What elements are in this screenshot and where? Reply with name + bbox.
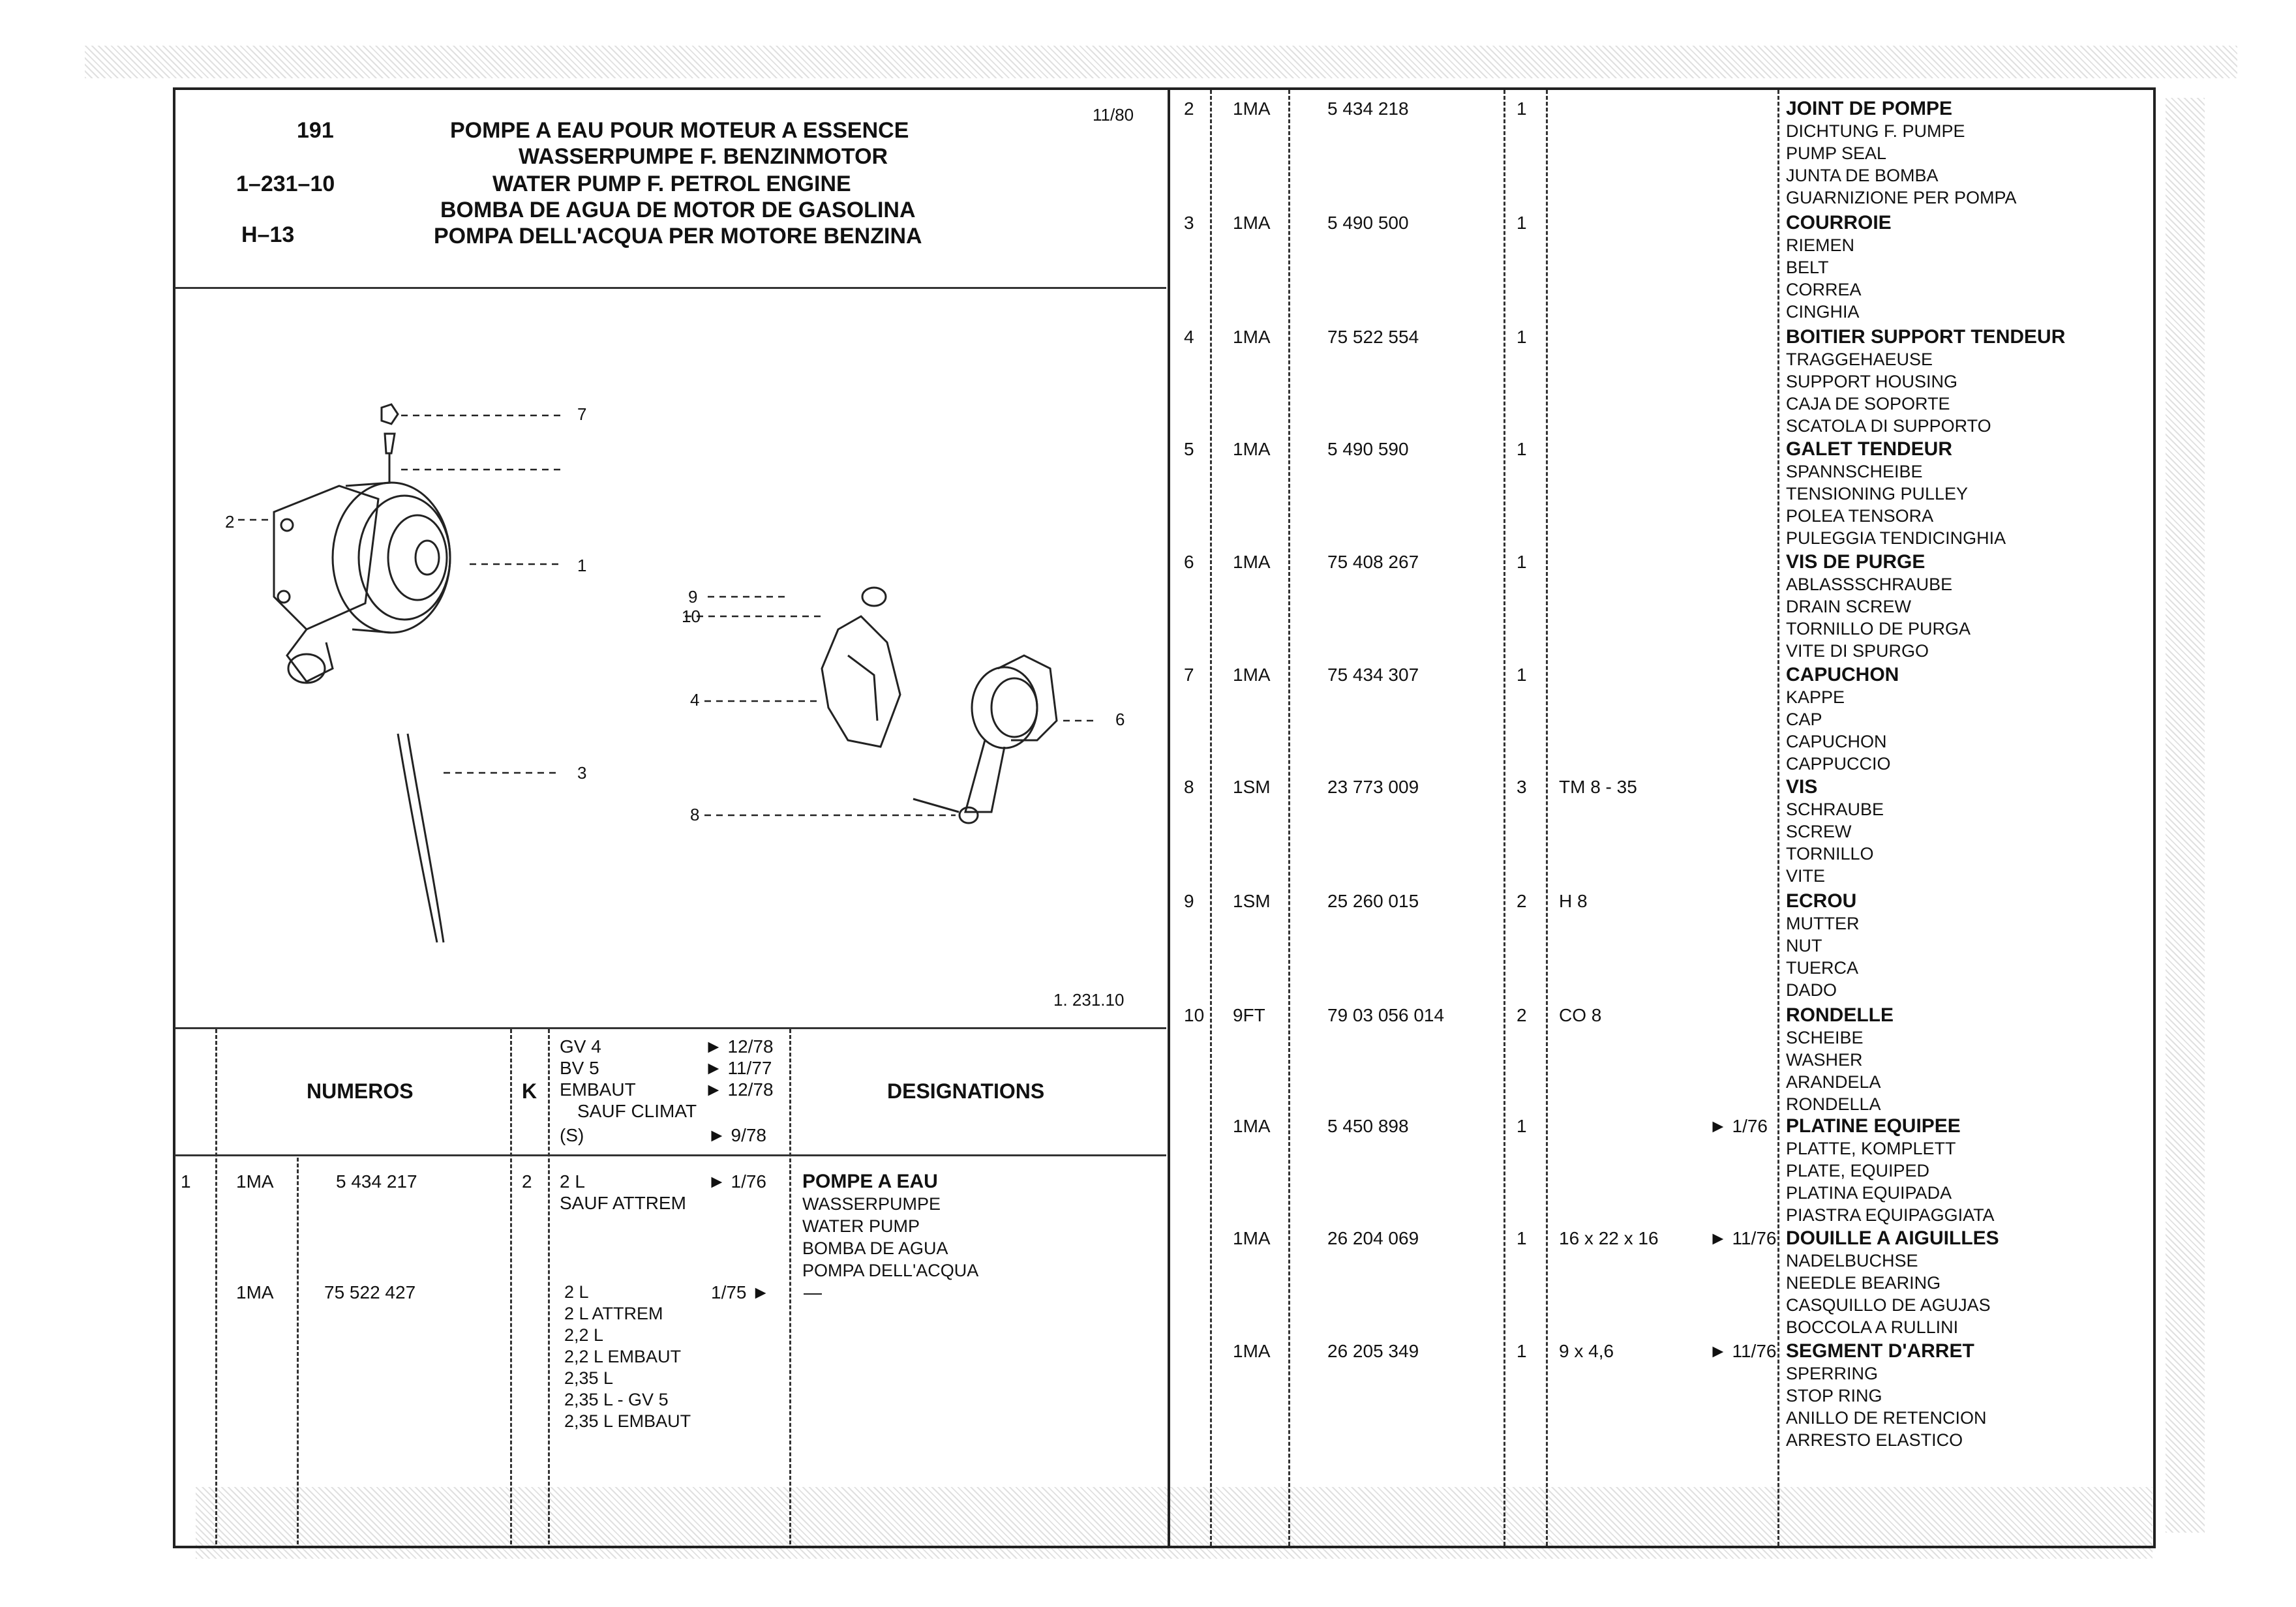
callout-10: 10 bbox=[682, 607, 701, 626]
row-number: 79 03 056 014 bbox=[1327, 1005, 1445, 1025]
app-value-0: ► 12/78 bbox=[704, 1036, 774, 1057]
row-ref: 1MA bbox=[236, 1282, 274, 1302]
row-designations bbox=[1786, 1115, 1995, 1226]
scan-noise-top bbox=[85, 46, 2237, 78]
row-ref: 1MA bbox=[1233, 552, 1271, 572]
designation-translation: CORREA bbox=[1786, 280, 1862, 299]
rcol-line-c bbox=[1503, 90, 1505, 1546]
row-ref: 1MA bbox=[1233, 1228, 1271, 1248]
designation-primary: COURROIE bbox=[1786, 212, 1892, 233]
exploded-view-illustration bbox=[176, 290, 1164, 1024]
designation-primary: VIS bbox=[1786, 776, 1818, 798]
row-item: 4 bbox=[1184, 327, 1194, 347]
row-app-1: SAUF ATTREM bbox=[560, 1193, 686, 1213]
row-spec: CO 8 bbox=[1559, 1005, 1602, 1025]
designation-translation: ARRESTO ELASTICO bbox=[1786, 1430, 1963, 1450]
row-item: 6 bbox=[1184, 552, 1194, 572]
row-designations bbox=[1786, 1340, 1987, 1451]
row-qty: 1 bbox=[1517, 665, 1527, 685]
designation-translation: NADELBUCHSE bbox=[1786, 1251, 1918, 1270]
designation-translation: PULEGGIA TENDICINGHIA bbox=[1786, 528, 2006, 548]
row-number: 5 434 217 bbox=[336, 1171, 417, 1192]
row-number: 26 204 069 bbox=[1327, 1228, 1419, 1248]
ref-code: 1–231–10 bbox=[236, 172, 335, 196]
callout-8: 8 bbox=[690, 805, 700, 824]
row-item: 8 bbox=[1184, 777, 1194, 797]
row-designations bbox=[1786, 98, 2017, 209]
designation-primary: GALET TENDEUR bbox=[1786, 438, 1952, 460]
row-designations bbox=[1786, 326, 2065, 437]
rcol-line-a bbox=[1210, 90, 1212, 1546]
callout-1: 1 bbox=[577, 556, 587, 575]
designation-translation: ANILLO DE RETENCION bbox=[1786, 1408, 1987, 1428]
designation-translation: POLEA TENSORA bbox=[1786, 506, 1934, 526]
drain-screw-drawing bbox=[382, 404, 398, 483]
designation-translation: DADO bbox=[1786, 980, 1837, 1000]
designation-translation: CAPPUCCIO bbox=[1786, 754, 1891, 773]
app-label-3: SAUF CLIMAT bbox=[577, 1101, 697, 1121]
row-designations bbox=[1786, 664, 1899, 775]
row-number: 75 408 267 bbox=[1327, 552, 1419, 572]
designation-translation: DRAIN SCREW bbox=[1786, 597, 1912, 616]
figure-reference: 1. 231.10 bbox=[1053, 990, 1125, 1010]
row-item: 10 bbox=[1184, 1005, 1205, 1025]
col-line-b bbox=[297, 1158, 299, 1544]
designation-translation: ARANDELA bbox=[1786, 1072, 1881, 1092]
rcol-line-b bbox=[1288, 90, 1290, 1546]
designation-translation: PIASTRA EQUIPAGGIATA bbox=[1786, 1205, 1995, 1225]
row-designations bbox=[1786, 438, 2006, 549]
designation-primary: SEGMENT D'ARRET bbox=[1786, 1340, 1974, 1362]
header-divider bbox=[175, 287, 1166, 289]
row-designations bbox=[1786, 1004, 1894, 1115]
edition-date: 11/80 bbox=[1093, 105, 1134, 125]
designation-translation: MUTTER bbox=[1786, 914, 1860, 933]
title-it: POMPA DELL'ACQUA PER MOTORE BENZINA bbox=[434, 224, 922, 248]
row-ref: 1MA bbox=[1233, 98, 1271, 119]
row-app-date: 1/75 ► bbox=[711, 1282, 770, 1302]
col-k: K bbox=[522, 1079, 537, 1103]
title-es: BOMBA DE AGUA DE MOTOR DE GASOLINA bbox=[440, 198, 916, 222]
row-item: 2 bbox=[1184, 98, 1194, 119]
designation-translation: TRAGGEHAEUSE bbox=[1786, 350, 1933, 369]
row-qty: 1 bbox=[1517, 98, 1527, 119]
row-qty: 2 bbox=[522, 1171, 532, 1192]
row-ref: 1MA bbox=[1233, 1341, 1271, 1361]
designation-translation: PLATE, EQUIPED bbox=[1786, 1161, 1930, 1180]
row-qty: 1 bbox=[1517, 552, 1527, 572]
row-designations bbox=[1786, 890, 1859, 1001]
designation-translation: CAP bbox=[1786, 710, 1822, 729]
row-designation: — bbox=[804, 1282, 822, 1302]
row-qty: 1 bbox=[1517, 1116, 1527, 1136]
illus-divider bbox=[175, 1027, 1166, 1029]
col-line-c bbox=[510, 1029, 512, 1544]
designation-translation: WASHER bbox=[1786, 1050, 1863, 1070]
row-item: 1 bbox=[181, 1171, 191, 1192]
callout-3: 3 bbox=[577, 763, 587, 783]
callout-4: 4 bbox=[690, 690, 700, 710]
row-number: 75 522 554 bbox=[1327, 327, 1419, 347]
designation-translation: CASQUILLO DE AGUJAS bbox=[1786, 1295, 1991, 1315]
col-numeros: NUMEROS bbox=[307, 1079, 414, 1103]
tensioner-drawing bbox=[822, 588, 1057, 823]
row-spec: H 8 bbox=[1559, 891, 1588, 911]
row-designations bbox=[1786, 1227, 1999, 1338]
row-ref: 1MA bbox=[1233, 439, 1271, 459]
col-designations: DESIGNATIONS bbox=[887, 1079, 1045, 1103]
row-date: ► 11/76 bbox=[1709, 1341, 1777, 1361]
row-ref: 1SM bbox=[1233, 891, 1271, 911]
row-item: 5 bbox=[1184, 439, 1194, 459]
row-ref: 1MA bbox=[1233, 1116, 1271, 1136]
plate-number: 191 bbox=[297, 118, 334, 143]
row-number: 5 434 218 bbox=[1327, 98, 1409, 119]
scan-noise-right bbox=[2166, 98, 2205, 1533]
designation-translation: CINGHIA bbox=[1786, 302, 1860, 322]
designation-translation: SUPPORT HOUSING bbox=[1786, 372, 1958, 391]
row-spec: 16 x 22 x 16 bbox=[1559, 1228, 1659, 1248]
designation-translation: PLATTE, KOMPLETT bbox=[1786, 1139, 1956, 1158]
row-designations bbox=[1786, 551, 1971, 662]
callout-2: 2 bbox=[225, 512, 235, 532]
belt-drawing bbox=[398, 734, 444, 942]
callout-6: 6 bbox=[1115, 710, 1125, 729]
row-number: 26 205 349 bbox=[1327, 1341, 1419, 1361]
designation-translation: SCHEIBE bbox=[1786, 1028, 1864, 1047]
row-qty: 1 bbox=[1517, 1228, 1527, 1248]
designation-translation: VITE DI SPURGO bbox=[1786, 641, 1929, 661]
designation-translation: DICHTUNG F. PUMPE bbox=[1786, 121, 1965, 141]
designation-translation: TUERCA bbox=[1786, 958, 1859, 978]
panel-separator bbox=[1168, 90, 1170, 1546]
app-value-1: ► 11/77 bbox=[704, 1058, 772, 1078]
rcol-line-d bbox=[1546, 90, 1548, 1546]
col-line-a bbox=[215, 1029, 217, 1544]
row-ref: 1MA bbox=[1233, 213, 1271, 233]
row-app-date: ► 1/76 bbox=[708, 1171, 766, 1192]
row-ref: 9FT bbox=[1233, 1005, 1265, 1025]
designation-translation: KAPPE bbox=[1786, 687, 1845, 707]
row-spec: 9 x 4,6 bbox=[1559, 1341, 1614, 1361]
row-qty: 2 bbox=[1517, 891, 1527, 911]
designation-translation: BELT bbox=[1786, 258, 1829, 277]
designation-translation: RONDELLA bbox=[1786, 1094, 1881, 1114]
app-value-2: ► 12/78 bbox=[704, 1079, 774, 1100]
row-item: 7 bbox=[1184, 665, 1194, 685]
row-app-0: 2 L bbox=[560, 1171, 585, 1192]
designation-translation: BOCCOLA A RULLINI bbox=[1786, 1317, 1959, 1337]
page-code: H–13 bbox=[241, 222, 295, 247]
row-spec: TM 8 - 35 bbox=[1559, 777, 1637, 797]
designation-translation: SPANNSCHEIBE bbox=[1786, 462, 1923, 481]
colhdr-divider bbox=[175, 1154, 1166, 1156]
row-qty: 1 bbox=[1517, 213, 1527, 233]
designation-translation: CAJA DE SOPORTE bbox=[1786, 394, 1950, 413]
app-label-2: EMBAUT bbox=[560, 1079, 636, 1100]
designation-translation: TORNILLO bbox=[1786, 844, 1874, 864]
designation-translation: SPERRING bbox=[1786, 1364, 1879, 1383]
designation-translation: NUT bbox=[1786, 936, 1822, 955]
designation-primary: DOUILLE A AIGUILLES bbox=[1786, 1227, 1999, 1249]
row-app-list: 2 L 2 L ATTREM 2,2 L 2,2 L EMBAUT 2,35 L 2,35 L - GV 5 2,35 L EMBAUT bbox=[564, 1282, 691, 1431]
designation-primary: RONDELLE bbox=[1786, 1004, 1894, 1026]
row-ref: 1MA bbox=[1233, 665, 1271, 685]
row-ref: 1MA bbox=[1233, 327, 1271, 347]
designation-translation: RIEMEN bbox=[1786, 235, 1855, 255]
row-number: 23 773 009 bbox=[1327, 777, 1419, 797]
designation-translation: NEEDLE BEARING bbox=[1786, 1273, 1941, 1293]
designation-translation: PUMP SEAL bbox=[1786, 143, 1887, 163]
app-label-4: (S) bbox=[560, 1125, 584, 1145]
designation-translation: JUNTA DE BOMBA bbox=[1786, 166, 1939, 185]
row-item: 9 bbox=[1184, 891, 1194, 911]
pump-body-drawing bbox=[274, 483, 450, 683]
designation-translation: GUARNIZIONE PER POMPA bbox=[1786, 188, 2017, 207]
row-number: 75 434 307 bbox=[1327, 665, 1419, 685]
row-date: ► 1/76 bbox=[1709, 1116, 1768, 1136]
designation-primary: CAPUCHON bbox=[1786, 664, 1899, 685]
row-ref: 1SM bbox=[1233, 777, 1271, 797]
designation-translation: TENSIONING PULLEY bbox=[1786, 484, 1969, 503]
designation-translation: VITE bbox=[1786, 866, 1826, 886]
row-qty: 2 bbox=[1517, 1005, 1527, 1025]
row-qty: 1 bbox=[1517, 1341, 1527, 1361]
row-ref: 1MA bbox=[236, 1171, 274, 1192]
app-label-1: BV 5 bbox=[560, 1058, 599, 1078]
row-designations bbox=[1786, 212, 1892, 323]
col-line-e bbox=[789, 1029, 791, 1544]
row-qty: 1 bbox=[1517, 327, 1527, 347]
app-label-0: GV 4 bbox=[560, 1036, 601, 1057]
row-date: ► 11/76 bbox=[1709, 1228, 1777, 1248]
designation-translation: STOP RING bbox=[1786, 1386, 1882, 1405]
row-number: 5 490 590 bbox=[1327, 439, 1409, 459]
rcol-line-e bbox=[1777, 90, 1779, 1546]
designation-primary: PLATINE EQUIPEE bbox=[1786, 1115, 1961, 1137]
row-designations bbox=[1786, 776, 1884, 887]
row-number: 75 522 427 bbox=[324, 1282, 416, 1302]
designation-primary: BOITIER SUPPORT TENDEUR bbox=[1786, 326, 2066, 348]
row-number: 5 490 500 bbox=[1327, 213, 1409, 233]
row-item: 3 bbox=[1184, 213, 1194, 233]
row-qty: 3 bbox=[1517, 777, 1527, 797]
designation-translation: SCATOLA DI SUPPORTO bbox=[1786, 416, 1991, 436]
row-number: 5 450 898 bbox=[1327, 1116, 1409, 1136]
designation-translation: SCHRAUBE bbox=[1786, 800, 1884, 819]
designation-primary: JOINT DE POMPE bbox=[1786, 98, 1953, 119]
designation-translation: PLATINA EQUIPADA bbox=[1786, 1183, 1952, 1203]
designation-translation: SCREW bbox=[1786, 822, 1852, 841]
title-en: WATER PUMP F. PETROL ENGINE bbox=[492, 172, 851, 196]
callout-7: 7 bbox=[577, 404, 587, 424]
designation-translation: ABLASSSCHRAUBE bbox=[1786, 575, 1953, 594]
title-de: WASSERPUMPE F. BENZINMOTOR bbox=[519, 144, 888, 169]
callout-9: 9 bbox=[688, 587, 698, 607]
title-fr: POMPE A EAU POUR MOTEUR A ESSENCE bbox=[450, 118, 909, 143]
designation-translation: CAPUCHON bbox=[1786, 732, 1887, 751]
designation-primary: ECROU bbox=[1786, 890, 1857, 912]
row-designations: POMPE A EAU WASSERPUMPE WATER PUMP BOMBA DE AGUA POMPA DELL'ACQUA bbox=[802, 1171, 979, 1280]
designation-translation: TORNILLO DE PURGA bbox=[1786, 619, 1971, 638]
designation-primary: VIS DE PURGE bbox=[1786, 551, 1926, 573]
row-qty: 1 bbox=[1517, 439, 1527, 459]
row-number: 25 260 015 bbox=[1327, 891, 1419, 911]
col-line-d bbox=[548, 1029, 550, 1544]
app-value-4: ► 9/78 bbox=[708, 1125, 766, 1145]
